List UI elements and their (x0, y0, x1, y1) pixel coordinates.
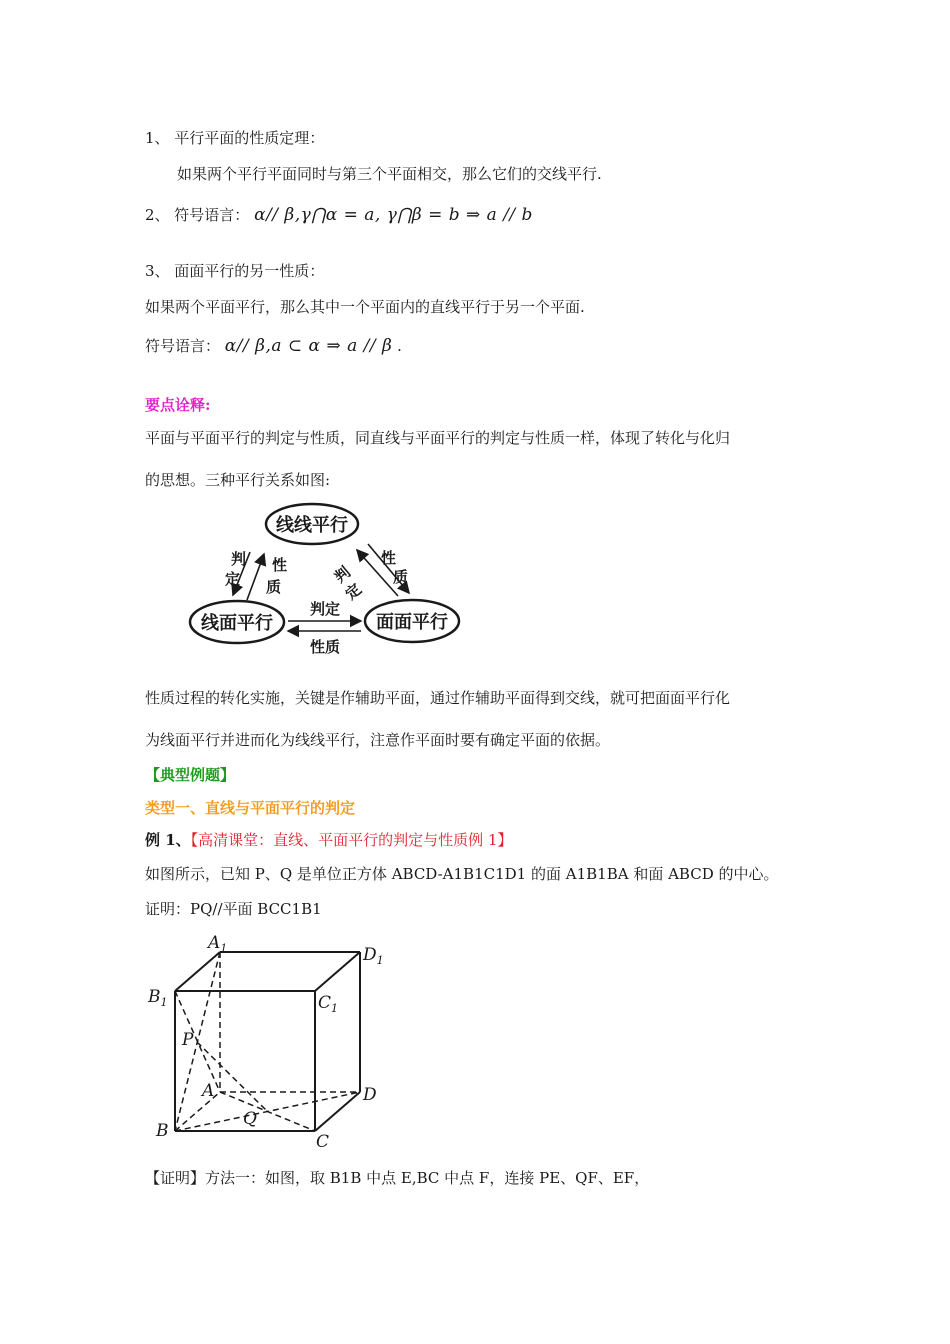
example1-statement: 如图所示，已知 P、Q 是单位正方体 ABCD-A1B1C1D1 的面 A1B1BA 和面 ABCD 的中心。 (145, 865, 779, 883)
label-Q: Q (243, 1109, 257, 1129)
left-label-ding: 定 (225, 570, 241, 588)
example1-lecture-link[interactable]: 【高清课堂：直线、平面平行的判定与性质例 1】 (190, 831, 513, 849)
key-points-para1-line2: 的思想。三种平行关系如图: (145, 471, 331, 489)
section3-text: 如果两个平面平行，那么其中一个平面内的直线平行于另一个平面. (145, 298, 585, 316)
label-D1: $D_1$ (363, 945, 384, 967)
node-left-label: 线面平行 (201, 613, 273, 634)
label-D: D (363, 1085, 377, 1105)
node-right-label: 面面平行 (376, 612, 448, 633)
arrow-left-property (247, 554, 264, 600)
right-label-pan: 判 (330, 562, 354, 587)
label-B1: $B_1$ (148, 987, 168, 1009)
example1-title-row (145, 830, 513, 850)
label-P: P (182, 1030, 194, 1050)
typical-examples-header: 【典型例题】 (145, 766, 236, 784)
edge-C-D (315, 1092, 360, 1131)
right-label-xing: 性 (381, 549, 397, 567)
section3-heading: 3、 面面平行的另一性质： (145, 262, 325, 280)
bottom-label-judge: 判定 (309, 600, 341, 618)
cube-figure (140, 928, 400, 1154)
right-label-zhi: 质 (393, 568, 409, 586)
type1-heading: 类型一、直线与平面平行的判定 (145, 799, 356, 817)
bottom-label-property: 性质 (309, 638, 341, 656)
example1-prove: 证明：PQ//平面 BCC1B1 (145, 900, 322, 918)
section3-symbol-label: 符号语言： (145, 337, 221, 355)
left-label-xing: 性 (272, 556, 288, 574)
right-label-ding: 定 (341, 579, 365, 604)
section3-symbol-row (145, 336, 402, 356)
section2-heading: 2、 符号语言： (145, 206, 250, 224)
section1-theorem-text: 如果两个平行平面同时与第三个平面相交，那么它们的交线平行. (177, 165, 602, 183)
section2-formula: α// β,γ⋂α = a, γ⋂β = b ⇒ a // b (254, 205, 533, 225)
label-C: C (316, 1132, 330, 1152)
key-points-para1-line1: 平面与平面平行的判定与性质，同直线与平面平行的判定与性质一样，体现了转化与化归 (145, 429, 731, 447)
left-label-zhi: 质 (266, 578, 282, 596)
proof-method-one: 【证明】方法一：如图，取 B1B 中点 E,BC 中点 F，连接 PE、QF、EF， (145, 1169, 650, 1187)
parallel-relations-diagram (185, 500, 470, 665)
edge-B1-A1 (175, 952, 220, 991)
example1-prefix: 例 1、 (145, 831, 191, 849)
label-B: B (156, 1121, 169, 1141)
label-A1: $A_1$ (208, 933, 228, 955)
label-C1: $C_1$ (318, 993, 339, 1015)
section3-formula: α// β,a ⊂ α ⇒ a // β (224, 336, 393, 356)
key-points-para2-line2: 为线面平行并进而化为线线平行，注意作平面时要有确定平面的依据。 (145, 731, 611, 749)
node-top-label: 线线平行 (276, 515, 348, 536)
section3-period: . (397, 337, 402, 355)
section2-row (145, 205, 533, 225)
key-points-para2-line1: 性质过程的转化实施，关键是作辅助平面，通过作辅助平面得到交线，就可把面面平行化 (145, 689, 731, 707)
label-A: A (202, 1081, 215, 1101)
left-label-pan: 判 (231, 550, 247, 568)
section1-heading: 1、 平行平面的性质定理： (145, 129, 325, 147)
edge-C1-D1 (315, 952, 360, 991)
key-points-title: 要点诠释: (145, 396, 211, 414)
